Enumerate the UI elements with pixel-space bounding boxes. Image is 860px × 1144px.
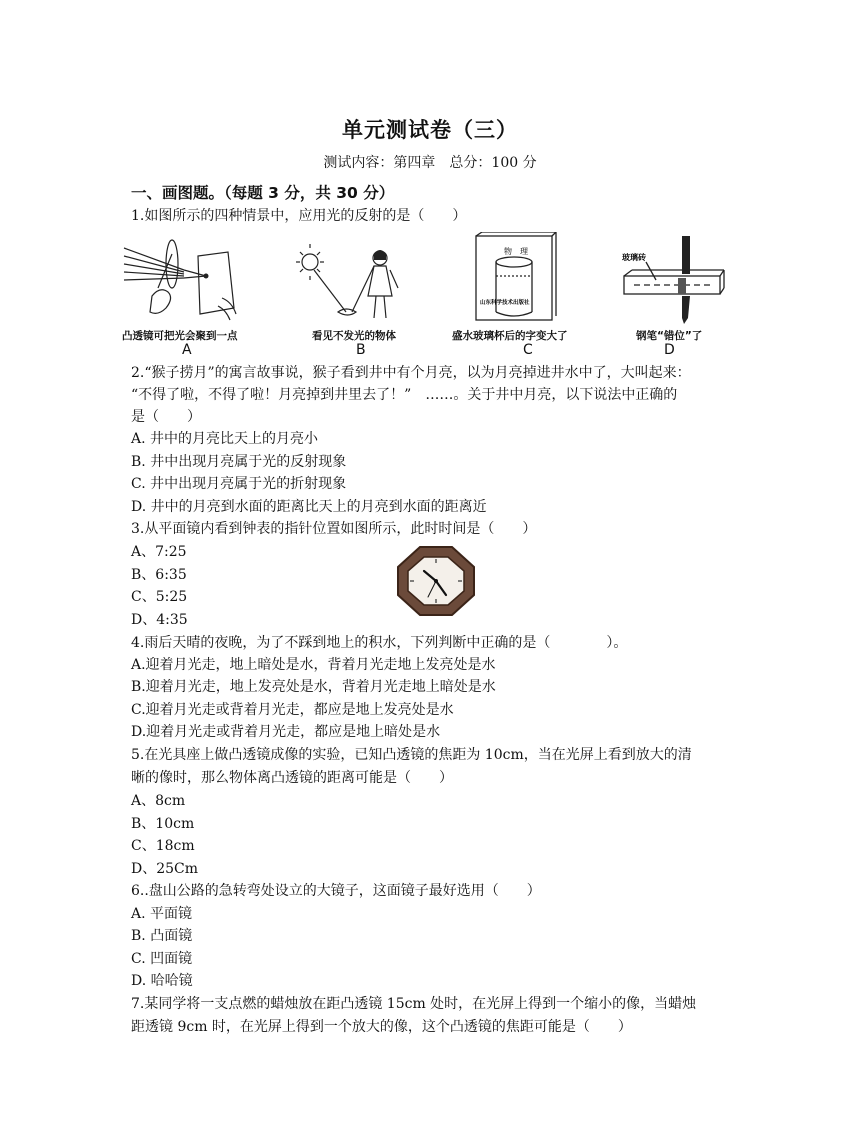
- question-2-option-d: D. 井中的月亮到水面的距离比天上的月亮到水面的距离近: [131, 499, 487, 515]
- question-5-option-d: D、25Cm: [131, 861, 199, 877]
- figure-c-book-title: 物 理: [504, 247, 528, 256]
- question-6-stem: 6..盘山公路的急转弯处设立的大镜子，这面镜子最好选用（ ）: [131, 883, 541, 899]
- water-glass-illustration: [466, 232, 596, 326]
- question-2-line-3: 是（ ）: [131, 409, 201, 425]
- question-5-line-2: 晰的像时，那么物体离凸透镜的距离可能是（ ）: [131, 770, 453, 786]
- figure-a-caption: 凸透镜可把光会聚到一点: [122, 330, 238, 342]
- question-7-line-2: 距透镜 9cm 时，在光屏上得到一个放大的像，这个凸透镜的焦距可能是（ ）: [131, 1019, 632, 1035]
- question-3-stem: 3.从平面镜内看到钟表的指针位置如图所示，此时时间是（ ）: [131, 521, 537, 537]
- figure-c-book-publisher: 山东科学技术出版社: [480, 300, 530, 306]
- question-2-line-2: “不得了啦，不得了啦！月亮掉到井里去了！” ……。关于井中月亮，以下说法中正确的: [131, 387, 678, 403]
- question-6-option-a: A. 平面镜: [131, 906, 193, 922]
- figure-c-letter: C: [523, 342, 533, 358]
- question-5-option-a: A、8cm: [131, 793, 186, 809]
- question-2-option-c: C. 井中出现月亮属于光的折射现象: [131, 476, 347, 492]
- section-heading: 一、画图题。（每题 3 分，共 30 分）: [131, 184, 395, 202]
- figure-d-caption: 钢笔“错位”了: [636, 330, 703, 342]
- question-6-option-d: D. 哈哈镜: [131, 973, 193, 989]
- figure-d-letter: D: [664, 342, 675, 358]
- question-6-option-c: C. 凹面镜: [131, 951, 193, 967]
- girl-sun-reflection-illustration: [294, 240, 414, 328]
- question-4-option-b: B.迎着月光走，地上发亮处是水，背着月光走地上暗处是水: [131, 679, 496, 695]
- question-3-option-b: B、6:35: [131, 567, 187, 583]
- question-4-stem: 4.雨后天晴的夜晚，为了不踩到地上的积水，下列判断中正确的是（ ）。: [131, 635, 628, 651]
- question-3-option-d: D、4:35: [131, 612, 188, 628]
- question-7-line-1: 7.某同学将一支点燃的蜡烛放在距凸透镜 15cm 处时，在光屏上得到一个缩小的像，当蜡烛: [131, 996, 697, 1012]
- question-5-option-c: C、18cm: [131, 838, 195, 854]
- figure-b-caption: 看见不发光的物体: [312, 330, 396, 342]
- question-6-option-b: B. 凸面镜: [131, 928, 193, 944]
- question-2-option-a: A. 井中的月亮比天上的月亮小: [131, 431, 319, 447]
- question-5-line-1: 5.在光具座上做凸透镜成像的实验，已知凸透镜的焦距为 10cm，当在光屏上看到放大的清: [131, 747, 692, 763]
- question-2-line-1: 2.“猴子捞月”的寓言故事说，猴子看到井中有个月亮，以为月亮掉进井水中了，大叫起来：: [131, 365, 691, 381]
- figure-a-letter: A: [182, 342, 192, 358]
- figure-d-brick-label: 玻璃砖: [622, 253, 646, 262]
- question-4-option-d: D.迎着月光走或背着月光走，都应是地上暗处是水: [131, 724, 441, 740]
- question-3-option-c: C、5:25: [131, 589, 188, 605]
- figure-c-caption: 盛水玻璃杯后的字变大了: [452, 330, 568, 342]
- lens-focus-illustration: [122, 234, 242, 326]
- question-2-option-b: B. 井中出现月亮属于光的反射现象: [131, 454, 347, 470]
- octagon-clock-icon: [396, 545, 476, 617]
- page-subtitle: 测试内容：第四章 总分：100 分: [323, 155, 537, 171]
- question-5-option-b: B、10cm: [131, 816, 195, 832]
- question-4-option-a: A.迎着月光走，地上暗处是水，背着月光走地上发亮处是水: [131, 657, 496, 673]
- question-4-option-c: C.迎着月光走或背着月光走，都应是地上发亮处是水: [131, 702, 454, 718]
- pen-glass-brick-illustration: [616, 232, 728, 326]
- question-3-option-a: A、7:25: [131, 544, 187, 560]
- figure-b-letter: B: [356, 342, 366, 358]
- question-1-stem: 1.如图所示的四种情景中，应用光的反射的是（ ）: [131, 208, 467, 224]
- page-title: 单元测试卷（三）: [342, 118, 518, 142]
